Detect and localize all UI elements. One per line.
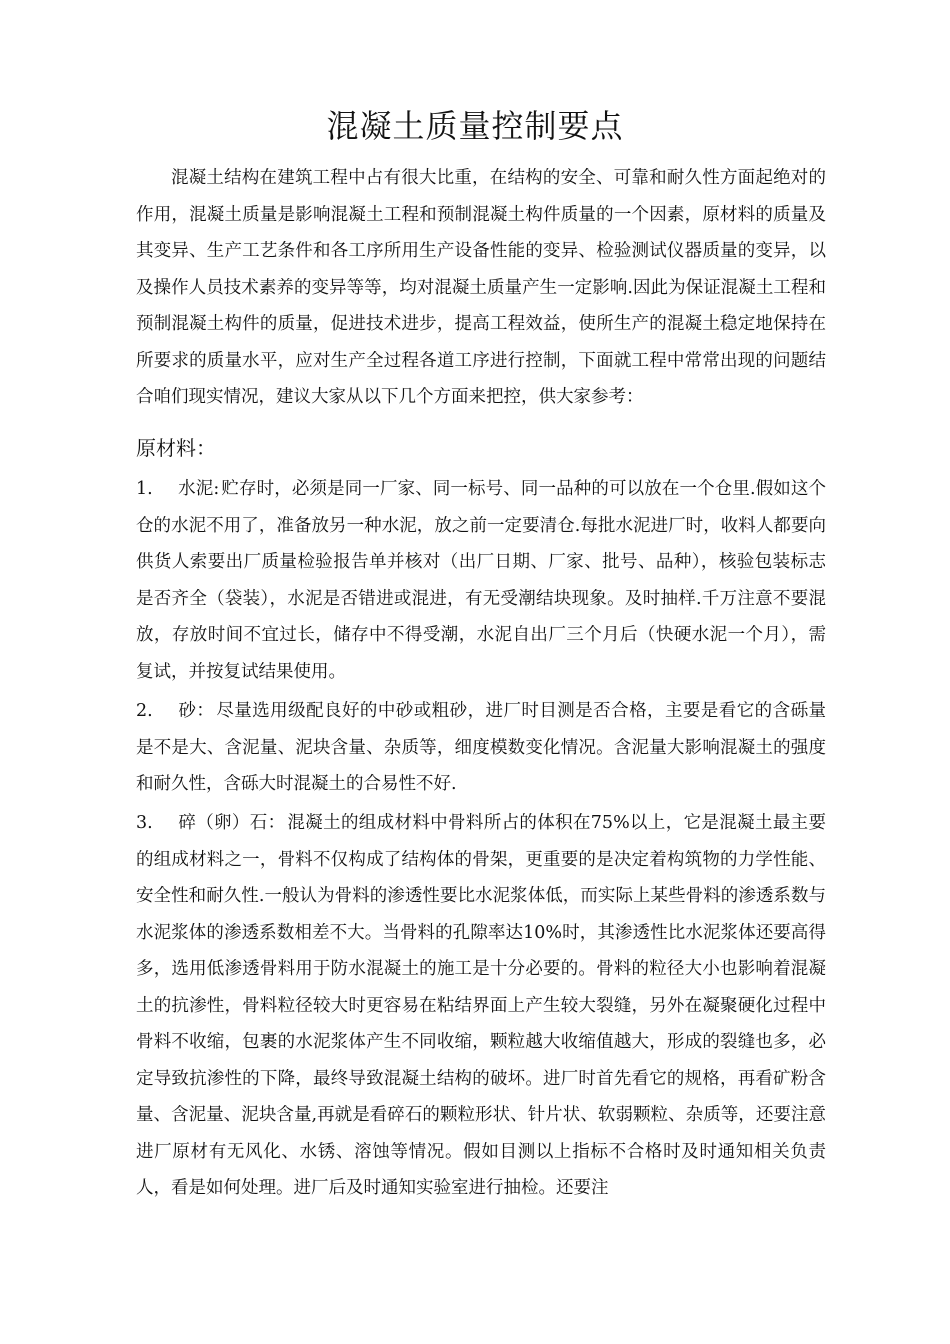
list-item-cement [136,471,826,690]
intro-paragraph: 混凝土结构在建筑工程中占有很大比重，在结构的安全、可靠和耐久性方面起绝对的作用，混凝土质量是影响混凝土工程和预制混凝土构件质量的一个因素，原材料的质量及其变异、生产工艺条件和各工序所用生产设备性能的变异、检验测试仪器质量的变异，以及操作人员技术素养的变异等等，均对混凝土质量产生一定影响.因此为保证混凝土工程和预制混凝土构件的质量，促进技术进步，提高工程效益，使所生产的混凝土稳定地保持在所要求的质量水平，应对生产全过程各道工序进行控制，下面就工程中常常出现的问题结合咱们现实情况，建议大家从以下几个方面来把控，供大家参考： [136,168,826,407]
list-item-text: 贮存时，必须是同一厂家、同一标号、同一品种的可以放在一个仓里.假如这个仓的水泥不用了，准备放另一种水泥，放之前一定要清仓.每批水泥进厂时，收料人都要向供货人索要出厂质量检验报告单并核对（出厂日期、厂家、批号、品种），核验包装标志是否齐全（袋装），水泥是否错进或混进，有无受潮结块现象。及时抽样.千万注意不要混放，存放时间不宜过长，储存中不得受潮，水泥自出厂三个月后（快硬水泥一个月），需复试，并按复试结果使用。 [136,479,826,682]
list-item-label: 碎（卵）石： [178,813,286,833]
list-item-number: 1. [136,479,153,499]
document-title: 混凝土质量控制要点 [326,107,624,145]
list-item-text: 尽量选用级配良好的中砂或粗砂，进厂时目测是否合格，主要是看它的含砾量是不是大、含泥量、泥块含量、杂质等，细度模数变化情况。含泥量大影响混凝土的强度和耐久性，含砾大时混凝土的合易性不好. [136,701,827,794]
list-item-label: 砂： [178,701,215,721]
list-item-number: 3. [136,813,153,833]
list-item-number: 2. [136,701,153,721]
section-heading: 原材料： [136,436,216,460]
list-item-label: 水泥: [178,479,220,499]
list-item-text: 混凝土的组成材料中骨料所占的体积在75%以上，它是混凝土最主要的组成材料之一，骨料不仅构成了结构体的骨架，更重要的是决定着构筑物的力学性能、安全性和耐久性.一般认为骨料的渗透性要比水泥浆体低，而实际上某些骨料的渗透系数与水泥浆体的渗透系数相差不大。当骨料的孔隙率达10%时，其渗透性比水泥浆体还要高得多，选用低渗透骨料用于防水混凝土的施工是十分必要的。骨料的粒径大小也影响着混凝土的抗渗性，骨料粒径较大时更容易在粘结界面上产生较大裂缝，另外在凝聚硬化过程中骨料不收缩，包裹的水泥浆体产生不同收缩，颗粒越大收缩值越大，形成的裂缝也多，必定导致抗渗性的下降，最终导致混凝土结构的破坏。进厂时首先看它的规格，再看矿粉含量、含泥量、泥块含量,再就是看碎石的颗粒形状、针片状、软弱颗粒、杂质等，还要注意进厂原材有无风化、水锈、溶蚀等情况。假如目测以上指标不合格时及时通知相关负责人，看是如何处理。进厂后及时通知实验室进行抽检。还要注 [136,813,826,1198]
list-item-gravel [136,805,826,1207]
list-item-sand [136,693,826,803]
